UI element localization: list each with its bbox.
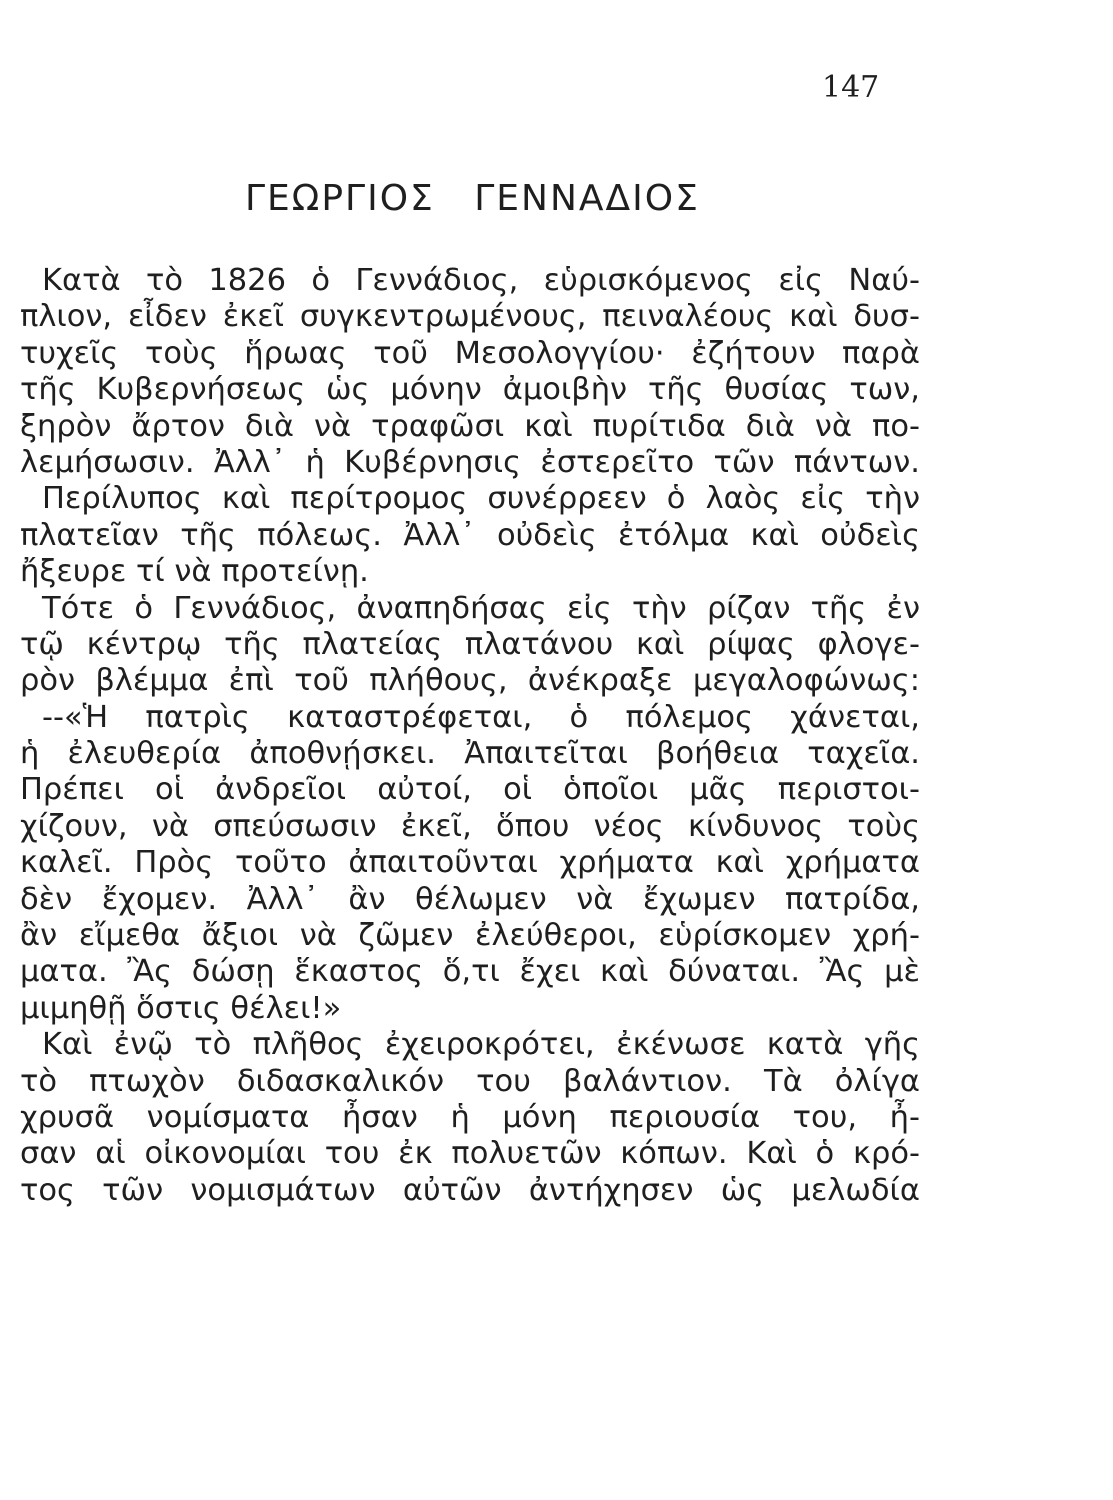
text-line: Καὶ ἐνῷ τὸ πλῆθος ἐχειροκρότει, ἐκένωσε κατὰ γῆς xyxy=(42,1027,920,1063)
text-line: καλεῖ. Πρὸς τοῦτο ἀπαιτοῦνται χρήματα καὶ χρήματα xyxy=(20,845,920,881)
text-line: Πρέπει οἱ ἀνδρεῖοι αὐτοί, οἱ ὁποῖοι μᾶς περιστοι- xyxy=(20,772,920,808)
text-line: σαν αἱ οἰκονομίαι του ἐκ πολυετῶν κόπων. Καὶ ὁ κρό- xyxy=(20,1136,920,1172)
text-line: μιμηθῇ ὅστις θέλει!» xyxy=(20,990,342,1026)
text-line: Περίλυπος καὶ περίτρομος συνέρρεεν ὁ λαὸς εἰς τὴν xyxy=(42,481,920,517)
text-line: τυχεῖς τοὺς ἥρωας τοῦ Μεσολογγίου· ἐζήτουν παρὰ xyxy=(20,335,920,371)
text-line: ρὸν βλέμμα ἐπὶ τοῦ πλήθους, ἀνέκραξε μεγαλοφώνως: xyxy=(20,663,920,699)
text-line: τὸ πτωχὸν διδασκαλικόν του βαλάντιον. Τὰ ὀλίγα xyxy=(20,1063,920,1099)
page-number: 147 xyxy=(822,70,880,105)
text-line: χίζουν, νὰ σπεύσωσιν ἐκεῖ, ὅπου νέος κίνδυνος τοὺς xyxy=(20,808,920,844)
text-line: τος τῶν νομισμάτων αὐτῶν ἀντήχησεν ὡς μελωδία xyxy=(20,1172,920,1208)
text-line: δὲν ἔχομεν. Ἀλλ᾽ ἂν θέλωμεν νὰ ἔχωμεν πατρίδα, xyxy=(20,881,920,917)
text-line: --«Ἡ πατρὶς καταστρέφεται, ὁ πόλεμος χάνεται, xyxy=(42,699,920,735)
text-line: πλιον, εἶδεν ἐκεῖ συγκεντρωμένους, πειναλέους καὶ δυσ- xyxy=(20,299,920,335)
text-line: ξηρὸν ἄρτον διὰ νὰ τραφῶσι καὶ πυρίτιδα διὰ νὰ πο- xyxy=(20,408,920,444)
text-line: λεμήσωσιν. Ἀλλ᾽ ἡ Κυβέρνησις ἐστερεῖτο τῶν πάντων. xyxy=(20,444,920,480)
text-line: ἡ ἐλευθερία ἀποθνῄσκει. Ἀπαιτεῖται βοήθεια ταχεῖα. xyxy=(20,736,920,772)
body-text xyxy=(20,263,920,1209)
text-line: Τότε ὁ Γεννάδιος, ἀναπηδήσας εἰς τὴν ρίζαν τῆς ἐν xyxy=(42,590,920,626)
chapter-title: ΓΕΩΡΓΙΟΣ ΓΕΝΝΑΔΙΟΣ xyxy=(245,178,700,219)
text-line: ματα. Ἂς δώσῃ ἕκαστος ὅ,τι ἔχει καὶ δύναται. Ἂς μὲ xyxy=(20,954,920,990)
text-line: Κατὰ τὸ 1826 ὁ Γεννάδιος, εὑρισκόμενος εἰς Ναύ- xyxy=(42,263,920,298)
text-line: πλατεῖαν τῆς πόλεως. Ἀλλ᾽ οὐδεὶς ἐτόλμα καὶ οὐδεὶς xyxy=(20,517,920,553)
text-line: ἤξευρε τί νὰ προτείνῃ. xyxy=(20,554,369,590)
text-line: τῆς Κυβερνήσεως ὡς μόνην ἀμοιβὴν τῆς θυσίας των, xyxy=(20,372,920,408)
text-line: ἂν εἴμεθα ἄξιοι νὰ ζῶμεν ἐλεύθεροι, εὑρίσκομεν χρή- xyxy=(20,918,920,954)
text-line: τῷ κέντρῳ τῆς πλατείας πλατάνου καὶ ρίψας φλογε- xyxy=(20,626,920,662)
text-line: χρυσᾶ νομίσματα ἦσαν ἡ μόνη περιουσία του, ἦ- xyxy=(20,1099,920,1135)
